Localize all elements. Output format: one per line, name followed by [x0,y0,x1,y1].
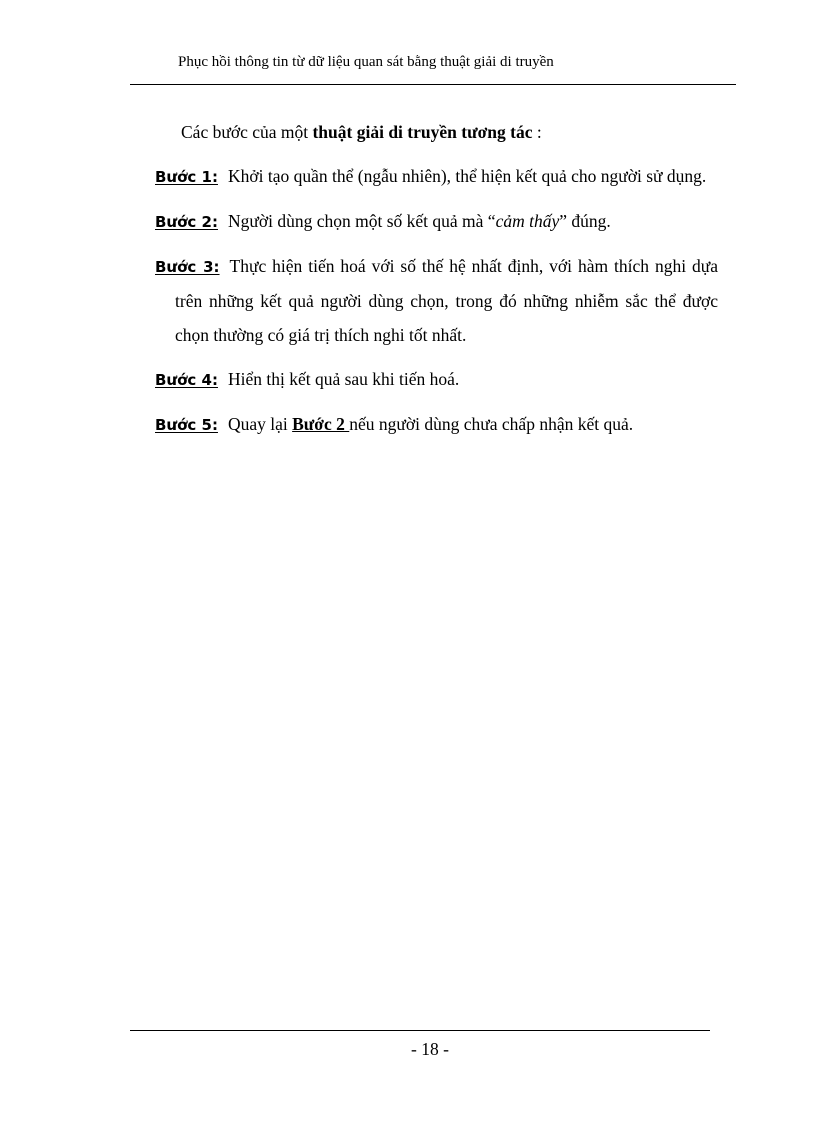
step-1-text: Khởi tạo quần thể (ngẫu nhiên), thể hiện kết quả cho người sử dụng. [227,166,707,186]
step-2 [155,204,718,239]
footer-divider [130,1030,710,1031]
step-3-text: Thực hiện tiến hoá với số thế hệ nhất định, với hàm thích nghi dựa trên những kết quả người dùng chọn, trong đó những nhiễm sắc thể được chọn thường có giá trị thích nghi tốt nhất. [175,256,718,345]
step-2-label: Bước 2: [155,213,218,231]
step-5-reference: Bước 2 [292,414,350,434]
step-3 [155,249,718,352]
running-header: Phục hồi thông tin từ dữ liệu quan sát bằng thuật giải di truyền [178,54,554,70]
document-body [155,115,718,452]
intro-paragraph [181,115,718,149]
step-5 [155,407,718,442]
step-2-text-before: Người dùng chọn một số kết quả mà “ [227,211,496,231]
intro-bold-term: thuật giải di truyền tương tác [312,122,533,142]
step-1-label: Bước 1: [155,168,218,186]
step-3-label: Bước 3: [155,258,220,276]
intro-prefix: Các bước của một [181,122,313,142]
intro-suffix: : [532,122,542,142]
step-4 [155,362,718,397]
step-5-label: Bước 5: [155,416,218,434]
step-4-label: Bước 4: [155,371,218,389]
step-4-text: Hiển thị kết quả sau khi tiến hoá. [227,369,460,389]
step-2-italic-phrase: cảm thấy [495,211,560,231]
header-divider [130,84,736,85]
step-5-text-before: Quay lại [227,414,293,434]
page-number: - 18 - [411,1039,449,1059]
step-1 [155,159,718,194]
step-5-text-after: nếu người dùng chưa chấp nhận kết quả. [349,414,634,434]
step-2-text-after: ” đúng. [559,211,611,231]
